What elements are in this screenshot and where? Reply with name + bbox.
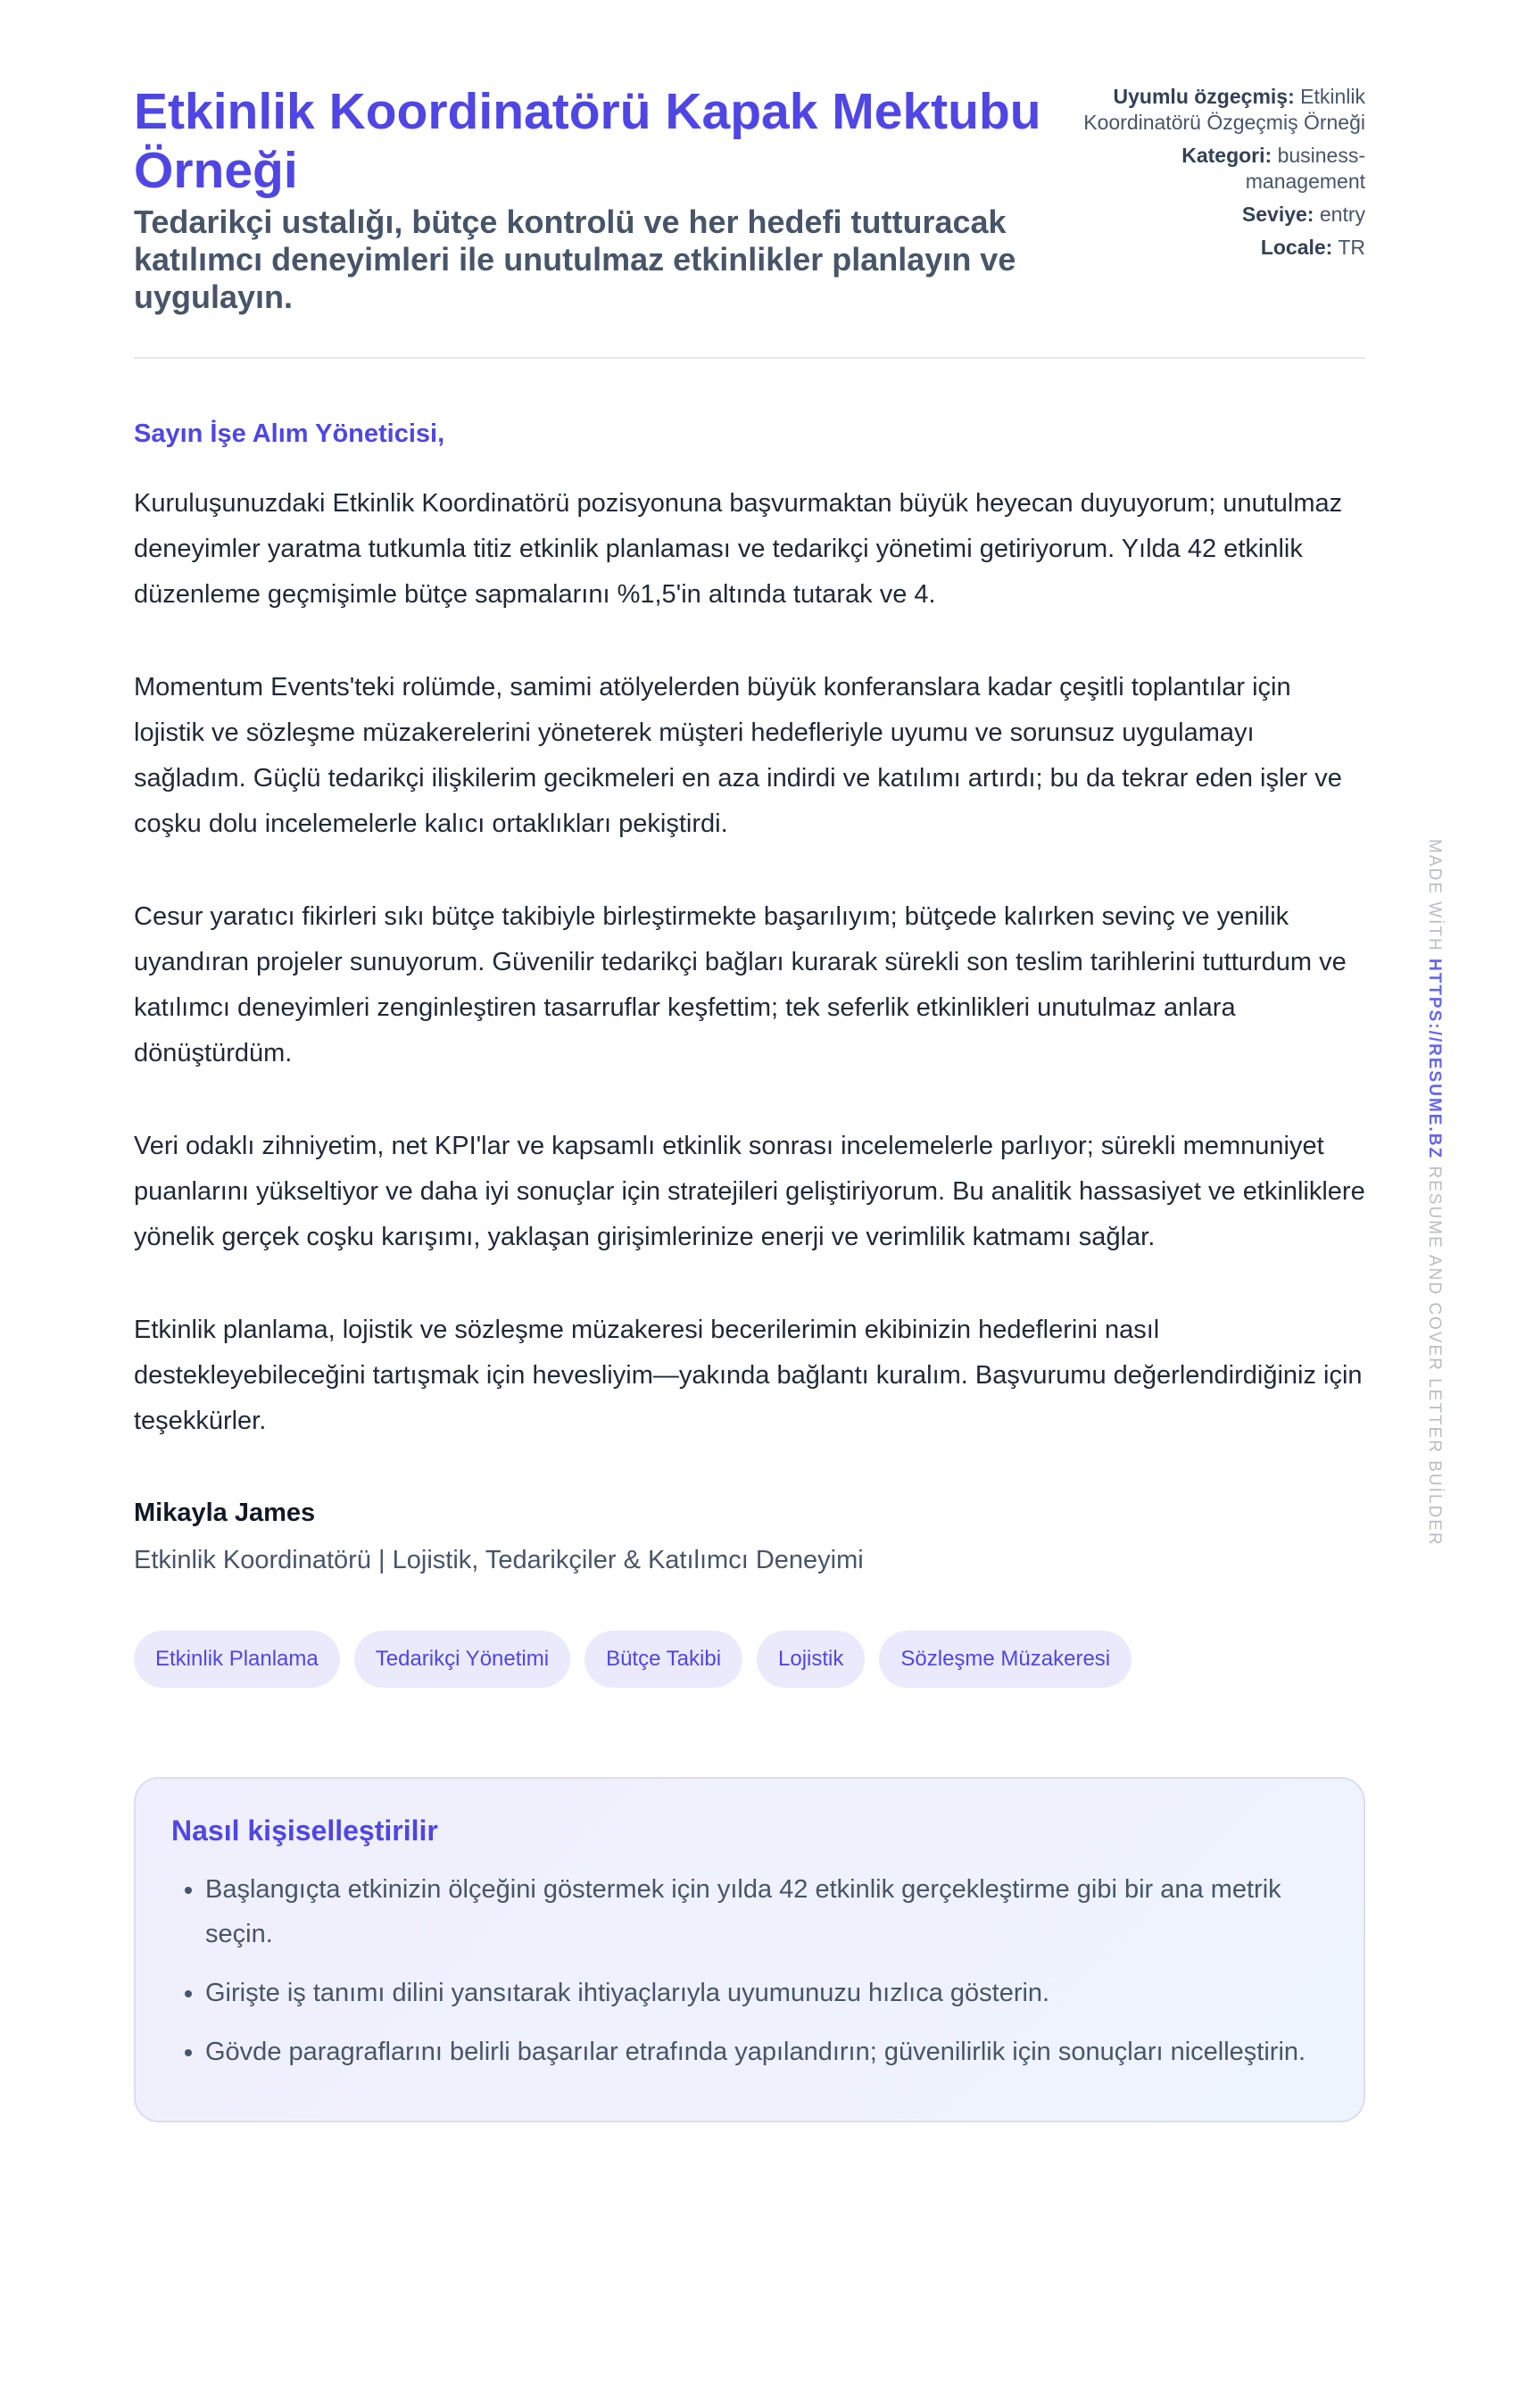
signature-title: Etkinlik Koordinatörü | Lojistik, Tedarikçiler & Katılımcı Deneyimi (134, 1546, 864, 1574)
watermark (1424, 839, 1444, 1547)
letter-paragraph: Momentum Events'teki rolümde, samimi atölyelerden büyük konferanslara kadar çeşitli toplantılar için lojistik ve sözleşme müzakerelerini yöneterek müşteri hedefleriyle uyumu ve sorunsuz uygulamayı sağladım. Güçlü tedarikçi ilişkilerim gecikmeleri en aza indirdi ve katılımı artırdı; bu da tekrar eden işler ve coşku dolu incelemelerle kalıcı ortaklıkları pekiştirdi. (134, 673, 1342, 838)
skill-tag: Sözleşme Müzakeresi (879, 1631, 1132, 1688)
tip-item: • Başlangıçta etkinizin ölçeğini göstermek için yılda 42 etkinlik gerçekleştirme gibi bir ana metrik seçin. (205, 1867, 1328, 1956)
letter-paragraph: Cesur yaratıcı fikirleri sıkı bütçe takibiyle birleştirmekte başarılıyım; bütçede kalırken sevinç ve yenilik uyandıran projeler sunuyorum. Güvenilir tedarikçi bağları kurarak sürekli son teslim tarihlerini tutturdum ve katılımcı deneyimleri zenginleştiren tasarruflar keşfettim; tek seferlik etkinlikleri unutulmaz anlara dönüştürdüm. (134, 902, 1347, 1067)
letter-paragraph: Etkinlik planlama, lojistik ve sözleşme müzakeresi becerilerimin ekibinizin hedeflerini nasıl destekleyebileceğini tartışmak için hevesliyim—yakında bağlantı kuralım. Başvurumu değerlendirdiğiniz için teşekkürler. (134, 1316, 1363, 1435)
signature-name: Mikayla James (134, 1499, 316, 1527)
meta-panel (1080, 82, 1365, 316)
watermark-prefix: MADE WİTH (1425, 839, 1444, 952)
tips-list (171, 1867, 1328, 2074)
customization-tips-box (134, 1777, 1365, 2122)
meta-value: TR (1338, 236, 1365, 259)
skill-tags (134, 1631, 1365, 1688)
meta-category (1080, 143, 1365, 195)
meta-label: Kategori: (1181, 144, 1272, 167)
letter-body (134, 481, 1365, 1444)
page-subtitle: Tedarikçi ustalığı, bütçe kontrolü ve her hedefi tutturacak katılımcı deneyimleri ile unutulmaz etkinlikler planlayın ve uygulayın. (134, 203, 1016, 315)
cover-letter-page (134, 82, 1365, 2122)
skill-tag: Lojistik (757, 1631, 865, 1688)
tip-item: • Girişte iş tanımı dilini yansıtarak ihtiyaçlarıyla uyumunuzu hızlıca gösterin. (205, 1971, 1328, 2015)
header (134, 82, 1365, 359)
letter-paragraph: Kuruluşunuzdaki Etkinlik Koordinatörü pozisyonuna başvurmaktan büyük heyecan duyuyorum; unutulmaz deneyimler yaratma tutkumla titiz etkinlik planlaması ve tedarikçi yönetimi getiriyorum. Yılda 42 etkinlik düzenleme geçmişimle bütçe sapmalarını %1,5'in altında tutarak ve 4. (134, 489, 1343, 609)
page-title: Etkinlik Koordinatörü Kapak Mektubu Örneği (134, 83, 1041, 199)
watermark-link[interactable]: HTTPS://RESUME.BZ (1425, 959, 1444, 1160)
meta-label: Seviye: (1241, 203, 1314, 226)
meta-level (1080, 202, 1365, 228)
skill-tag: Tedarikçi Yönetimi (354, 1631, 570, 1688)
skill-tag: Etkinlik Planlama (134, 1631, 340, 1688)
meta-label: Uyumlu özgeçmiş: (1113, 85, 1295, 108)
watermark-suffix: RESUME AND COVER LETTER BUİLDER (1425, 1166, 1444, 1547)
meta-value[interactable]: Etkinlik Koordinatörü Özgeçmiş Örneği (1083, 85, 1365, 134)
meta-value: business-management (1245, 144, 1365, 193)
meta-locale (1080, 235, 1365, 261)
meta-compatible-resume (1080, 84, 1365, 136)
tips-title: Nasıl kişiselleştirilir (171, 1814, 438, 1847)
skill-tag: Bütçe Takibi (584, 1631, 742, 1688)
meta-value: entry (1319, 203, 1365, 226)
meta-label: Locale: (1260, 236, 1333, 259)
tip-item: • Gövde paragraflarını belirli başarılar etrafında yapılandırın; güvenilirlik için sonuçları nicelleştirin. (205, 2030, 1328, 2074)
letter-paragraph: Veri odaklı zihniyetim, net KPI'lar ve kapsamlı etkinlik sonrası incelemelerle parlıyor; sürekli memnuniyet puanlarını yükseltiyor ve daha iyi sonuçlar için stratejileri geliştiriyorum. Bu analitik hassasiyet ve etkinliklere yönelik gerçek coşku karışımı, yaklaşan girişimlerinize enerji ve verimlilik katmamı sağlar. (134, 1132, 1365, 1251)
letter-greeting: Sayın İşe Alım Yöneticisi, (134, 419, 445, 448)
